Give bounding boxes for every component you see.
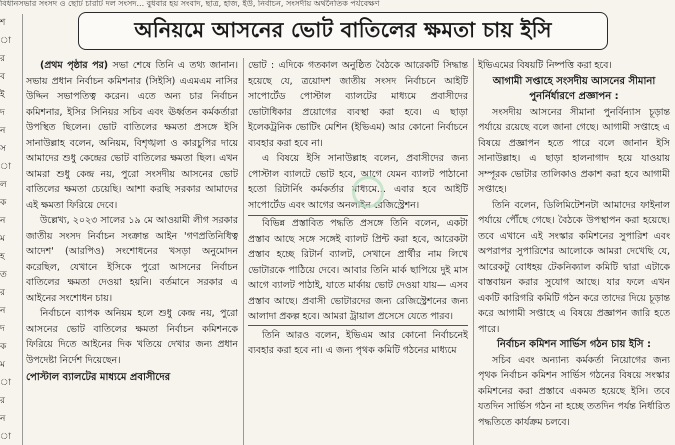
top-strip-text: বিধানসভার সংসদ ও ছোট চারটি দল সংসদ... বুধবার হয় সংবাদ, ছাত্র, হাজ, ইউ, নির্বাচন, সংসদীয় অর্থনৈতিক পর্যবেক্ষণ bbox=[0, 0, 380, 8]
section-subhead: নির্বাচন কমিশন সার্ভিস গঠন চায় ইসি : bbox=[497, 339, 651, 350]
paragraph-text: বিভিন্ন প্রস্তাবিত পদ্ধতি প্রসঙ্গে তিনি বলেন, একটা প্রস্তাব আছে সঙ্গে সঙ্গেই ব্যালট প্রিন্ট করা হবে, আরেকটা প্রস্তাব হচ্ছে রিটার্ন ব্যালট, সেখানে প্রার্থীর নাম লিখে ভোটারকে পাঠিয়ে দেবে। আবার তিনি মার্ক ছাপিয়ে দুই মাস আগে ব্যালট পাঠাই, যাতে মার্কায় ভোট দেওয়া যায়— এসব প্রস্তাব আছে। প্রবাসী ভোটারদের জন্য রেজিস্ট্রেশনের জন্য আলাদা প্রকল্প হবে। আমরা ট্রায়াল প্রসেসে যেতে পারব। bbox=[248, 218, 468, 322]
paragraph-text: তিনি আরও বলেন, ইভিএম আর কোনো নির্বাচনেই ব্যবহার করা হবে না। এ জন্য পৃথক কমিটি গঠনের মাধ্যমে bbox=[248, 329, 468, 356]
section-subhead: পোস্টাল ব্যালটের মাধ্যমে প্রবাসীদের bbox=[26, 372, 171, 383]
column-divider bbox=[243, 58, 244, 445]
edge-fragment: ক bbox=[0, 342, 7, 352]
edge-fragment: ন bbox=[0, 414, 6, 424]
paragraph bbox=[248, 328, 468, 359]
paragraph bbox=[478, 353, 670, 431]
article-column-1 bbox=[26, 58, 238, 445]
boxed-paragraph bbox=[248, 215, 468, 326]
edge-fragment: ন bbox=[0, 126, 6, 136]
paragraph-text: ভোট : এদিকে গতকাল অনুষ্ঠিত বৈঠকে আরেকটি সিদ্ধান্ত হয়েছে যে, ত্রয়োদশ জাতীয় সংসদ নির্বাচনে আইটি সাপোর্টেড পোস্টাল ব্যালটের মাধ্যমে প্রবাসীদের ভোটাধিকার প্রয়োগের ব্যবস্থা করা হবে। এ ছাড়া ইলেকট্রনিক ভোটিং মেশিন (ইভিএম) আর কোনো নির্বাচনে ব্যবহার করা হবে না। bbox=[248, 60, 468, 149]
section-subhead: আগামী সপ্তাহে সংসদীয় আসনের সীমানা পুনর্নির্ধারণে প্রজ্ঞাপন : bbox=[492, 75, 656, 102]
article-column-3 bbox=[478, 58, 670, 445]
edge-fragment: া bbox=[0, 378, 12, 388]
paragraph bbox=[248, 58, 468, 151]
paragraph-text: এ বিষয়ে ইসি সানাউল্লাহ বলেন, প্রবাসীদের জন্য পোস্টাল ব্যালটে ভোট হবে, আগে যেমন ব্যালট পাঠানো হতো রিটার্নিং কর্মকর্তার মাধ্যমে... এবার হবে আইটি সাপোর্টেড এবং আগের অনলাইন রেজিস্ট্রেশন। bbox=[248, 153, 468, 211]
edge-fragment: ম bbox=[0, 360, 5, 370]
edge-fragment: হ bbox=[0, 252, 5, 262]
paragraph-text: নির্বাচনে ব্যাপক অনিয়ম হলে শুধু কেন্দ্র নয়, পুরো আসনের ভোট বাতিলের ক্ষমতা নির্বাচন কমিশনকে ফিরিয়ে দিতে আইনের দিক খতিয়ে দেখার জন্য প্রধান উপদেষ্টা নির্দেশ দিয়েছেন। bbox=[26, 308, 238, 366]
headline-box bbox=[78, 12, 608, 50]
edge-fragment: স bbox=[0, 144, 6, 154]
edge-fragment: ব bbox=[0, 72, 6, 82]
paragraph-text: তিনি বলেন, ডিলিমিটেশনটা আমাদের ফাইনাল পর্যায়ে পৌঁছে গেছে। বৈঠকে উপস্থাপন করা হয়েছে। তবে এখানে এই সংস্কার কমিশনের সুপারিশ এবং অপরাপর সুপারিশের আলোকে আমরা দেখেছি যে, আরেকটু বোধহয় টেকনিক্যাল কমিটি দ্বারা এটাকে বাস্তবায়ন করার সুযোগ আছে। যার ফলে এখন একটি কারিগরি কমিটি গঠন করে তাদের দিয়ে চূড়ান্ত করে আগামী সপ্তাহে এ বিষয়ে প্রজ্ঞাপন জারি হতে পারে। bbox=[478, 199, 670, 335]
paragraph-text: সংসদীয় আসনের সীমানা পুনর্বিন্যাস চূড়ান্ত পর্যায়ে রয়েছে বলে জানা গেছে। আগামী সপ্তাহে এ বিষয়ে প্রজ্ঞাপন হতে পারে বলে জানান ইসি সানাউল্লাহ। এ ছাড়া হালনাগাদ হয়ে যাওয়ায় সম্পূরক ভোটার তালিকাও প্রকাশ করা হবে আগামী সপ্তাহে। bbox=[478, 106, 670, 195]
edge-fragment: র bbox=[0, 396, 5, 406]
paragraph-text: ইভিএমের বিষয়টি নিষ্পত্তি করা হবে। bbox=[478, 60, 612, 71]
edge-fragment: ত bbox=[0, 270, 7, 280]
paragraph bbox=[248, 151, 468, 213]
edge-fragment: ক bbox=[0, 198, 7, 208]
continuation-tag: (প্রথম পৃষ্ঠার পর) bbox=[40, 60, 109, 71]
paragraph-text: উল্লেখ্য, ২০২৩ সালের ১৯ মে আওয়ামী লীগ সরকার জাতীয় সংসদ নির্বাচন সংক্রান্ত আইন 'গণপ্রতিনিধিত্ব আদেশ' (আরপিও) সংশোধনের খসড়া অনুমোদন করেছিল, যেখানে ইসিকে পুরো আসনের নির্বাচন বাতিলের ক্ষমতা দেওয়া হয়নি। বর্তমানে সরকার এ আইনের সংশোধন চায়। bbox=[26, 215, 238, 304]
paragraph bbox=[26, 306, 238, 368]
paragraph bbox=[478, 198, 670, 338]
edge-fragment: শ bbox=[0, 18, 6, 28]
edge-fragment: ই bbox=[0, 90, 5, 100]
paragraph-text: সচিব এবং অন্যান্য কর্মকর্তা নিয়োগের জন্য পৃথক নির্বাচন কমিশন সার্ভিস গঠনের বিষয়ে সংস্কার কমিশনের করা প্রস্তাবে একমত হয়েছে ইসি। তবে যতদিন সার্ভিস গঠন না হচ্ছে ততদিন পর্যন্ত নির্ধারিত পদ্ধতিতে কার্যক্রম চলবে। bbox=[478, 354, 670, 428]
paragraph bbox=[26, 213, 238, 306]
edge-fragment: দ bbox=[0, 324, 5, 334]
paragraph-text: সভা শেষে তিনি এ তথ্য জানান। সভায় প্রধান নির্বাচন কমিশনার (সিইসি) এএমএম নাসির উদ্দিন সভাপতিত্ব করেন। এতে অন্য চার নির্বাচন কমিশনার, ইসির সিনিয়র সচিব এবং ঊর্ধ্বতন কর্মকর্তারা উপস্থিত ছিলেন। ভোট বাতিলের ক্ষমতা প্রসঙ্গে ইসি সানাউল্লাহ বলেন, অনিয়ম, বিশৃঙ্খলা ও কারচুপির দায়ে আমাদের শুধু কেন্দ্রের ভোট বাতিলের ক্ষমতা ছিল। এখন আমরা শুধু কেন্দ্র নয়, পুরো সংসদীয় আসনের ভোট বাতিলের ক্ষমতা চেয়েছি। আশা করছি সরকার আমাদের এই ক্ষমতা ফিরিয়ে দেবে। bbox=[26, 60, 238, 211]
headline-text: অনিয়মে আসনের ভোট বাতিলের ক্ষমতা চায় ইসি bbox=[134, 16, 552, 42]
article-column-2 bbox=[248, 58, 468, 445]
edge-fragment: া bbox=[0, 162, 12, 172]
edge-fragment: ম bbox=[0, 234, 5, 244]
paragraph bbox=[478, 58, 670, 74]
left-edge-column bbox=[0, 14, 23, 445]
edge-fragment: া bbox=[0, 432, 12, 442]
edge-fragment: ন bbox=[0, 306, 6, 316]
edge-fragment: র bbox=[0, 288, 5, 298]
edge-fragment: দ bbox=[0, 108, 5, 118]
paragraph bbox=[478, 105, 670, 198]
edge-fragment: ন bbox=[0, 216, 6, 226]
edge-fragment: র bbox=[0, 54, 5, 64]
paragraph bbox=[26, 58, 238, 213]
edge-fragment: া bbox=[0, 36, 12, 46]
edge-fragment: ল bbox=[0, 180, 7, 190]
column-divider bbox=[473, 58, 474, 445]
